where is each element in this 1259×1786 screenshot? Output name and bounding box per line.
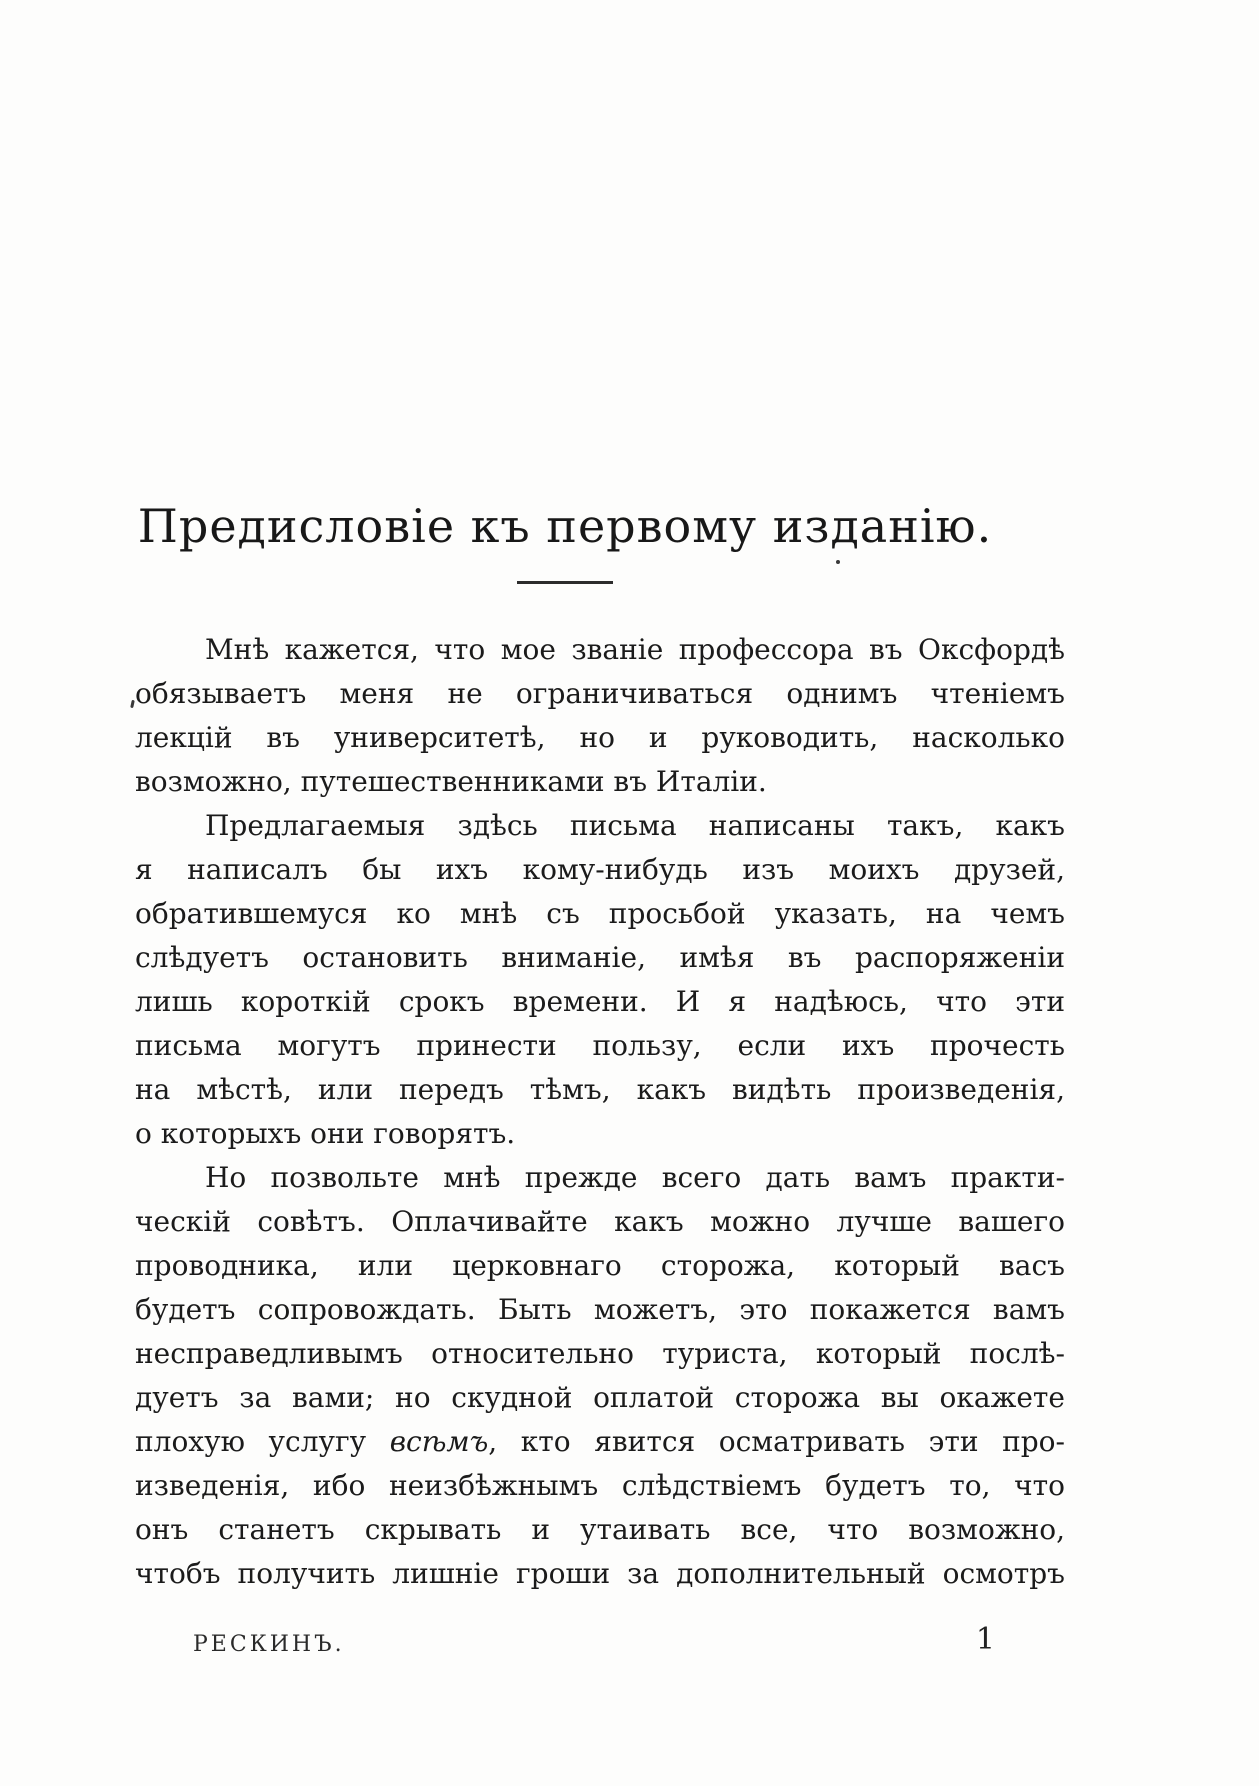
text-segment: плохую услугу — [135, 1425, 390, 1458]
text-line: Предлагаемыя здѣсь письма написаны такъ, какъ — [205, 809, 1065, 842]
text-line: несправедливымъ относительно туриста, который послѣ- — [135, 1337, 1065, 1370]
text-line: возможно, путешественниками въ Италіи. — [135, 765, 767, 798]
text-line: изведенія, ибо неизбѣжнымъ слѣдствіемъ будетъ то, что — [135, 1469, 1065, 1502]
text-line: Мнѣ кажется, что мое званіе профессора въ Оксфордѣ — [205, 633, 1065, 666]
text-line: лекцій въ университетѣ, но и руководить, насколько — [135, 721, 1065, 754]
page-footer — [135, 1622, 1065, 1657]
page-number: 1 — [975, 1622, 995, 1657]
text-line: будетъ сопровождать. Быть можетъ, это покажется вамъ — [135, 1293, 1065, 1326]
italic-word: всѣмъ — [389, 1425, 489, 1458]
text-segment: , кто явится осматривать эти про- — [488, 1425, 1065, 1458]
text-line: чтобъ получить лишніе гроши за дополнительный осмотръ — [135, 1557, 1065, 1590]
text-line: ческій совѣтъ. Оплачивайте какъ можно лучше вашего — [135, 1205, 1065, 1238]
text-line — [135, 1420, 1065, 1464]
text-line: письма могутъ принести пользу, если ихъ прочесть — [135, 1029, 1065, 1062]
text-line: на мѣстѣ, или передъ тѣмъ, какъ видѣть произведенія, — [135, 1073, 1065, 1106]
text-line: обратившемуся ко мнѣ съ просьбой указать, на чемъ — [135, 897, 1065, 930]
text-line: о которыхъ они говорятъ. — [135, 1117, 516, 1150]
paragraph — [135, 804, 1065, 1156]
scan-speck — [836, 560, 840, 564]
paragraph — [135, 1156, 1065, 1596]
page-text — [135, 628, 1065, 1596]
paragraph — [135, 628, 1065, 804]
text-line: я написалъ бы ихъ кому-нибудь изъ моихъ друзей, — [135, 853, 1065, 886]
text-line: Но позвольте мнѣ прежде всего дать вамъ практи- — [205, 1161, 1065, 1194]
text-line: дуетъ за вами; но скудной оплатой сторожа вы окажете — [135, 1381, 1065, 1414]
chapter-title: Предисловіе къ первому изданію. — [137, 499, 993, 553]
text-line: слѣдуетъ остановить вниманіе, имѣя въ распоряженіи — [135, 941, 1065, 974]
text-line: онъ станетъ скрывать и утаивать все, что возможно, — [135, 1513, 1065, 1546]
text-line: проводника, или церковнаго сторожа, который васъ — [135, 1249, 1065, 1282]
title-divider-rule — [517, 581, 613, 584]
text-line: обязываетъ меня не ограничиваться однимъ чтеніемъ — [135, 677, 1065, 710]
printer-signature: РЕСКИНЪ. — [193, 1632, 345, 1657]
text-line: лишь короткій срокъ времени. И я надѣюсь, что эти — [135, 985, 1065, 1018]
